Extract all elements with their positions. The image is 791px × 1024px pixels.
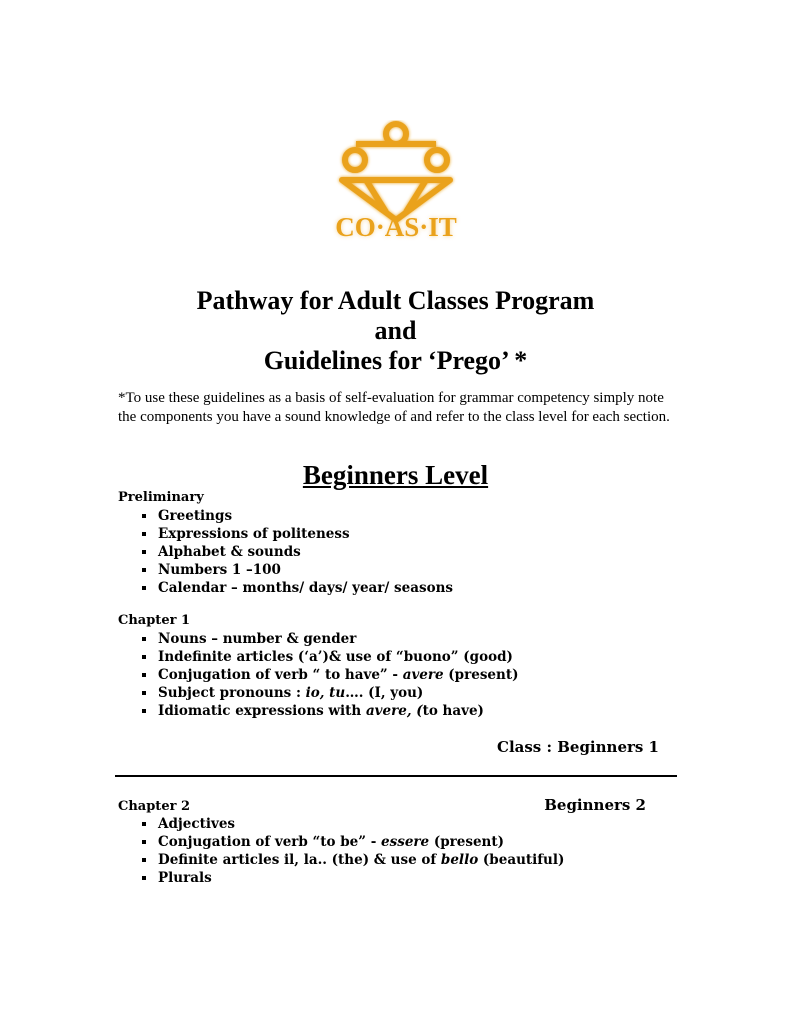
beginners-2-label: Beginners 2: [544, 796, 646, 814]
list-item: Adjectives: [142, 815, 564, 833]
page-title-line-2: and: [374, 316, 417, 345]
chapter-2-list: [142, 815, 564, 887]
chapter-1-label: Chapter 1: [118, 613, 191, 628]
section-divider: [115, 775, 677, 777]
list-item: Subject pronouns : io, tu…. (I, you): [142, 684, 518, 702]
list-item: Greetings: [142, 507, 453, 525]
class-beginners-1-label: Class : Beginners 1: [497, 738, 659, 756]
list-item: Conjugation of verb “to be” - essere (present): [142, 833, 564, 851]
list-item: Calendar – months/ days/ year/ seasons: [142, 579, 453, 597]
preliminary-list: [142, 507, 453, 597]
list-item: Plurals: [142, 869, 564, 887]
list-item: Alphabet & sounds: [142, 543, 453, 561]
logo-wordmark: CO·AS·IT: [335, 212, 457, 242]
level-heading: Beginners Level: [302, 460, 489, 490]
chapter-1-list: [142, 630, 518, 720]
page-title-line-3: Guidelines for ‘Prego’ *: [263, 346, 528, 375]
list-item: Expressions of politeness: [142, 525, 453, 543]
list-item: Idiomatic expressions with avere, (to have): [142, 702, 518, 720]
self-evaluation-note: *To use these guidelines as a basis of self-evaluation for grammar competency simply note the components you have a sound knowledge of and refer to the class level for each section.: [118, 390, 670, 425]
preliminary-label: Preliminary: [118, 490, 204, 505]
list-item: Numbers 1 –100: [142, 561, 453, 579]
list-item: Definite articles il, la.. (the) & use of bello (beautiful): [142, 851, 564, 869]
list-item: Indefinite articles (‘a’)& use of “buono” (good): [142, 648, 518, 666]
chapter-2-label: Chapter 2: [118, 799, 191, 814]
list-item: Conjugation of verb “ to have” - avere (present): [142, 666, 518, 684]
list-item: Nouns – number & gender: [142, 630, 518, 648]
page-title-line-1: Pathway for Adult Classes Program: [196, 286, 595, 315]
